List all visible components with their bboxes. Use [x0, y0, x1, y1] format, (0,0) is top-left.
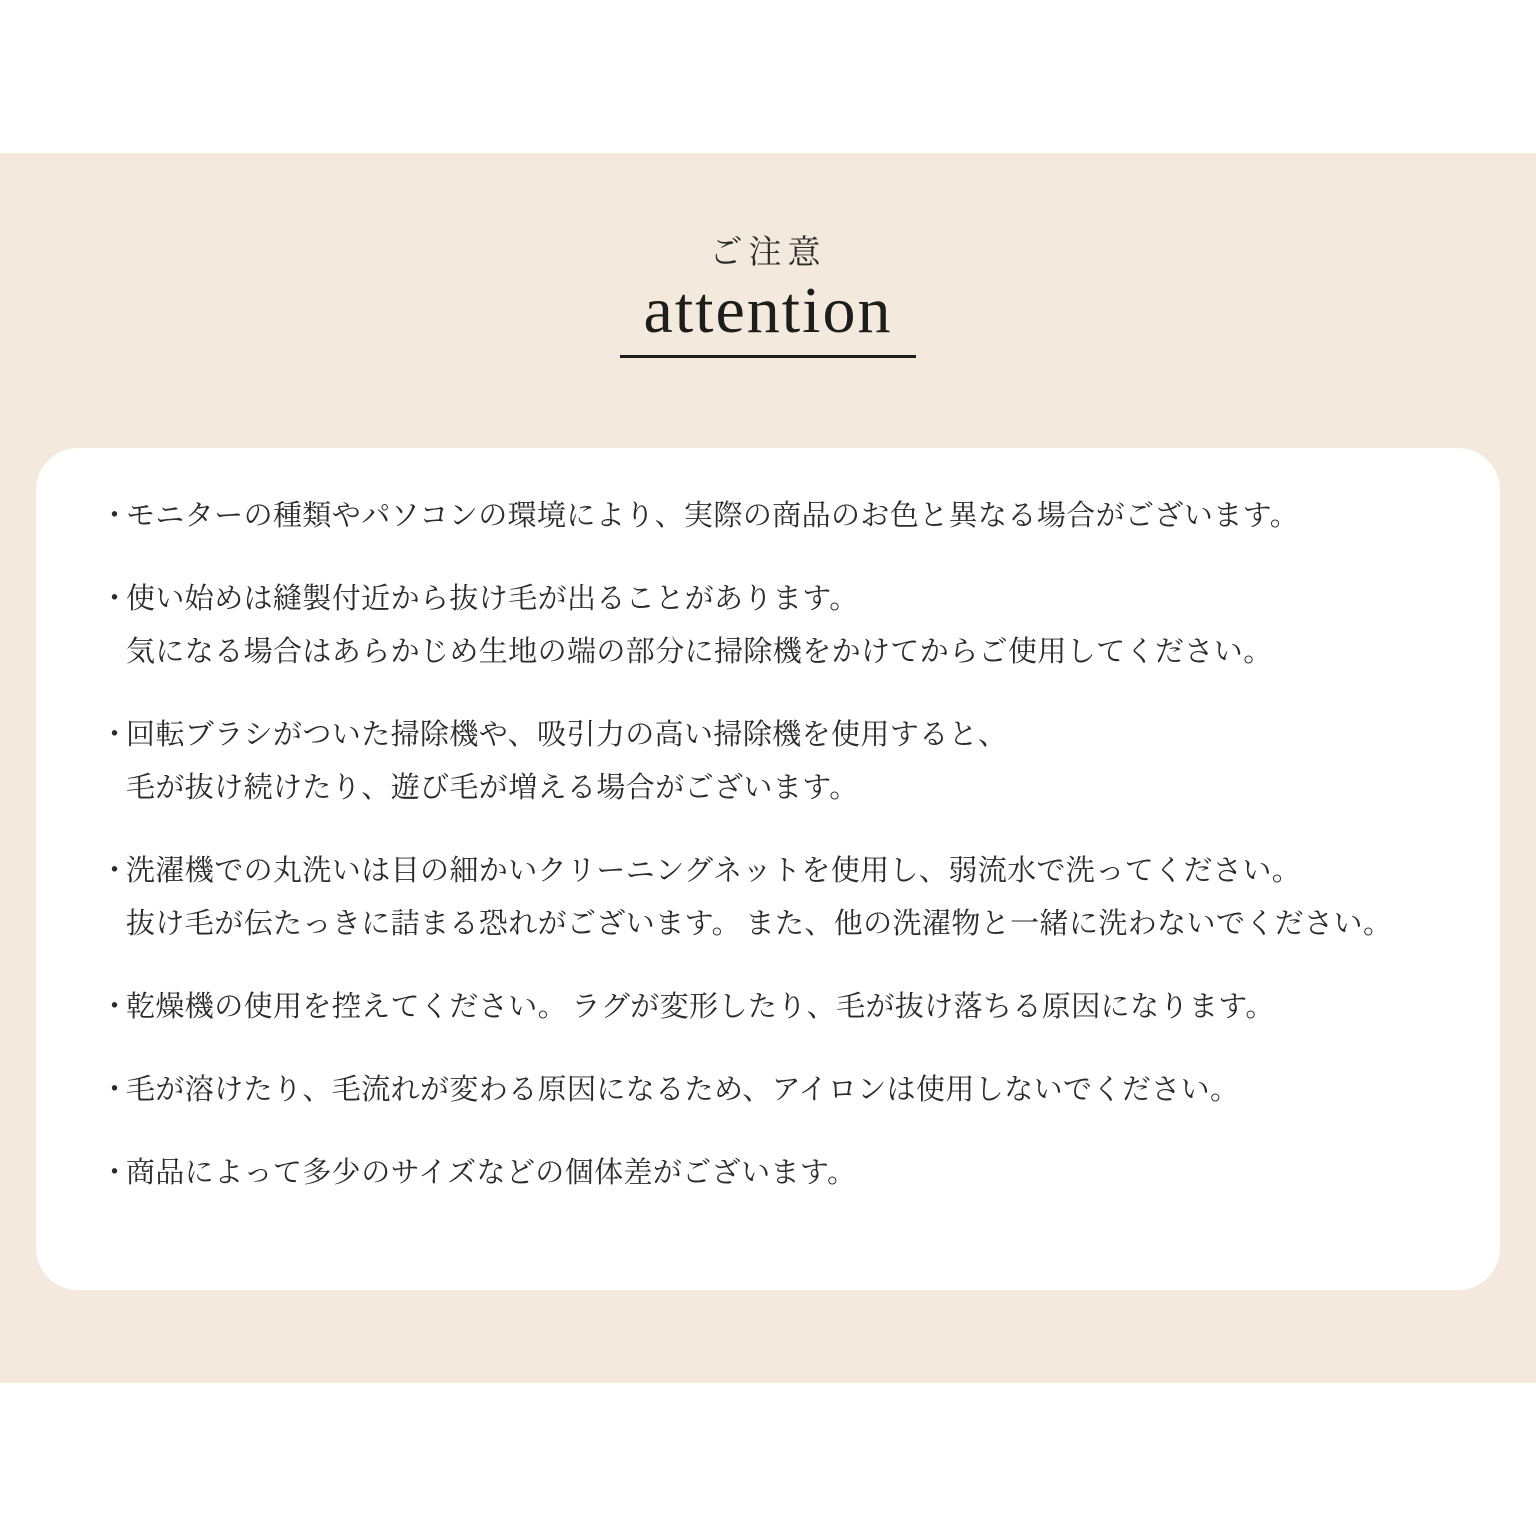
list-item [100, 573, 1444, 679]
note-line: 乾燥機の使用を控えてください。 [126, 991, 568, 1023]
bullet-icon: ・ [100, 583, 130, 615]
title-underline [620, 355, 916, 358]
list-item [100, 490, 1444, 543]
note-line: 毛が溶けたり、毛流れが変わる原因になるため、アイロンは使用しないでください。 [126, 1074, 1240, 1106]
note-text [126, 1064, 1444, 1117]
note-text [126, 845, 1444, 951]
list-item [100, 1064, 1444, 1117]
note-line: 商品によって多少のサイズなどの個体差がございます。 [126, 1157, 857, 1189]
note-line: 回転ブラシがついた掃除機や、吸引力の高い掃除機を使用すると、 [126, 719, 1008, 751]
bullet-icon: ・ [100, 719, 130, 751]
note-text [126, 490, 1444, 543]
bullet-icon: ・ [100, 500, 130, 532]
bullet-icon: ・ [100, 991, 130, 1023]
note-line: 洗濯機での丸洗いは目の細かいクリーニングネットを使用し、弱流水で洗ってください。 [126, 855, 1302, 887]
note-line: また、他の洗濯物と一緒に洗わないでください。 [745, 908, 1393, 940]
note-line: 気になる場合はあらかじめ生地の端の部分に掃除機をかけてからご使用してください。 [126, 636, 1273, 668]
page-title: attention [643, 273, 893, 347]
list-item [100, 981, 1444, 1034]
header-subtitle-jp: ご注意 [709, 233, 827, 270]
list-item [100, 709, 1444, 815]
note-text [126, 981, 1444, 1034]
bullet-icon: ・ [100, 1157, 130, 1189]
list-item [100, 1147, 1444, 1200]
note-line: 毛が抜け続けたり、遊び毛が増える場合がございます。 [126, 772, 859, 804]
notes-card [36, 448, 1500, 1290]
note-line: 抜け毛が伝たっきに詰まる恐れがございます。 [126, 908, 742, 940]
note-text [126, 573, 1444, 679]
page-header [0, 232, 1536, 358]
note-text [126, 1147, 1444, 1200]
bullet-icon: ・ [100, 855, 130, 887]
note-text [126, 709, 1444, 815]
notes-list [100, 490, 1444, 1200]
note-line: 使い始めは縫製付近から抜け毛が出ることがあります。 [126, 583, 859, 615]
note-line: モニターの種類やパソコンの環境により、実際の商品のお色と異なる場合がございます。 [126, 500, 1300, 532]
bullet-icon: ・ [100, 1074, 130, 1106]
list-item [100, 845, 1444, 951]
note-line: ラグが変形したり、毛が抜け落ちる原因になります。 [571, 991, 1275, 1023]
